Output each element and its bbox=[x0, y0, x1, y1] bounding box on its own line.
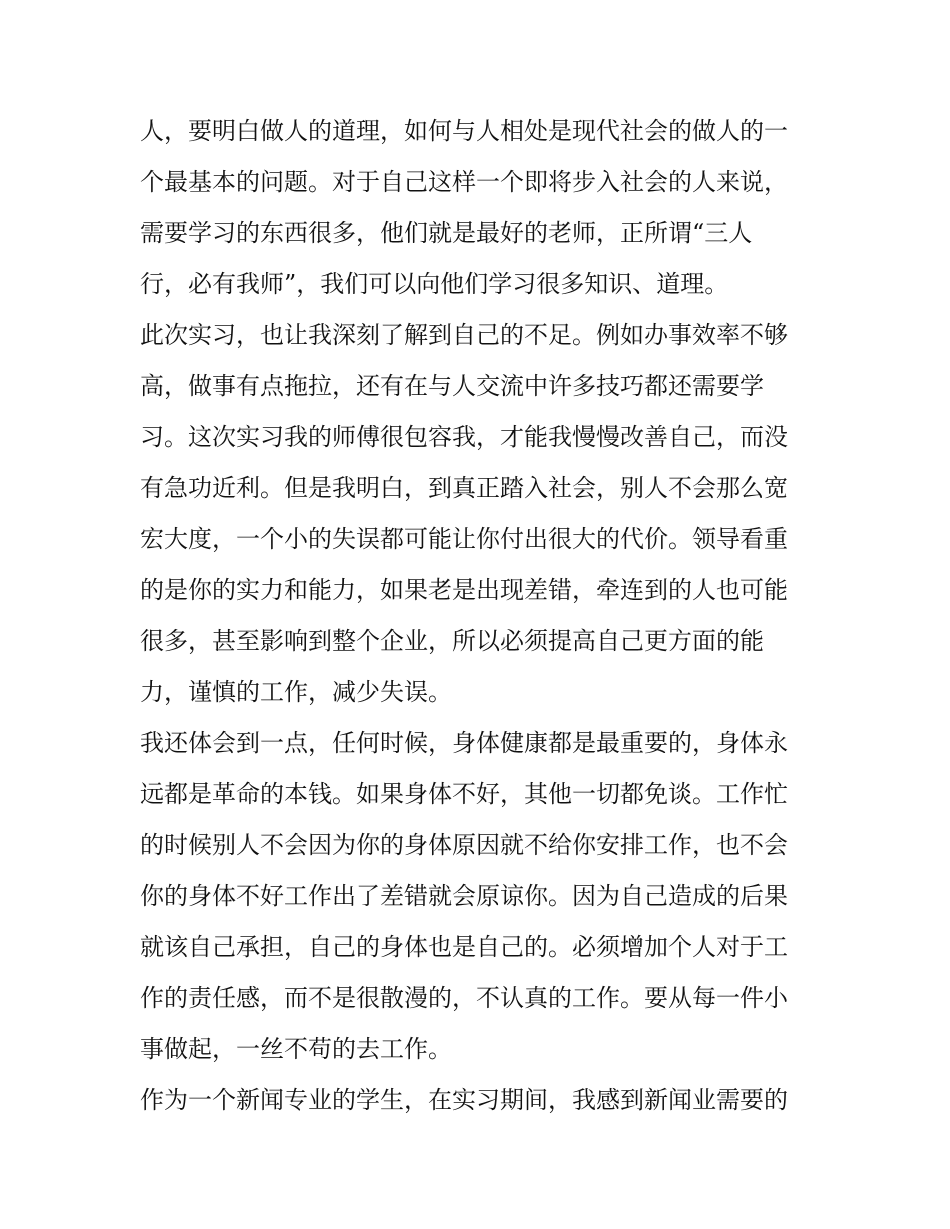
text-line: 很多，甚至影响到整个企业，所以必须提高自己更方面的能 bbox=[140, 627, 764, 655]
text-line: 作为一个新闻专业的学生，在实习期间，我感到新闻业需要的 bbox=[140, 1086, 788, 1114]
text-line: 的时候别人不会因为你的身体原因就不给你安排工作，也不会 bbox=[140, 831, 788, 859]
text-line: 我还体会到一点，任何时候，身体健康都是最重要的，身体永 bbox=[140, 729, 788, 757]
text-line: 力，谨慎的工作，减少失误。 bbox=[140, 678, 452, 706]
text-line: 就该自己承担，自己的身体也是自己的。必须增加个人对于工 bbox=[140, 933, 788, 961]
text-line: 有急功近利。但是我明白，到真正踏入社会，别人不会那么宽 bbox=[140, 474, 788, 502]
text-line: 你的身体不好工作出了差错就会原谅你。因为自己造成的后果 bbox=[140, 882, 788, 910]
body-text bbox=[140, 106, 820, 1126]
text-line: 个最基本的问题。对于自己这样一个即将步入社会的人来说， bbox=[140, 168, 788, 196]
text-line: 高，做事有点拖拉，还有在与人交流中许多技巧都还需要学 bbox=[140, 372, 764, 400]
text-line: 行，必有我师”，我们可以向他们学习很多知识、道理。 bbox=[140, 270, 729, 298]
text-line: 事做起，一丝不苟的去工作。 bbox=[140, 1035, 452, 1063]
text-line: 作的责任感，而不是很散漫的，不认真的工作。要从每一件小 bbox=[140, 984, 788, 1012]
text-line: 习。这次实习我的师傅很包容我，才能我慢慢改善自己，而没 bbox=[140, 423, 788, 451]
text-line: 宏大度，一个小的失误都可能让你付出很大的代价。领导看重 bbox=[140, 525, 788, 553]
text-line: 的是你的实力和能力，如果老是出现差错，牵连到的人也可能 bbox=[140, 576, 788, 604]
text-line: 远都是革命的本钱。如果身体不好，其他一切都免谈。工作忙 bbox=[140, 780, 788, 808]
text-line: 人，要明白做人的道理，如何与人相处是现代社会的做人的一 bbox=[140, 117, 788, 145]
text-line: 此次实习，也让我深刻了解到自己的不足。例如办事效率不够 bbox=[140, 321, 788, 349]
text-line: 需要学习的东西很多，他们就是最好的老师，正所谓“三人 bbox=[140, 219, 753, 247]
